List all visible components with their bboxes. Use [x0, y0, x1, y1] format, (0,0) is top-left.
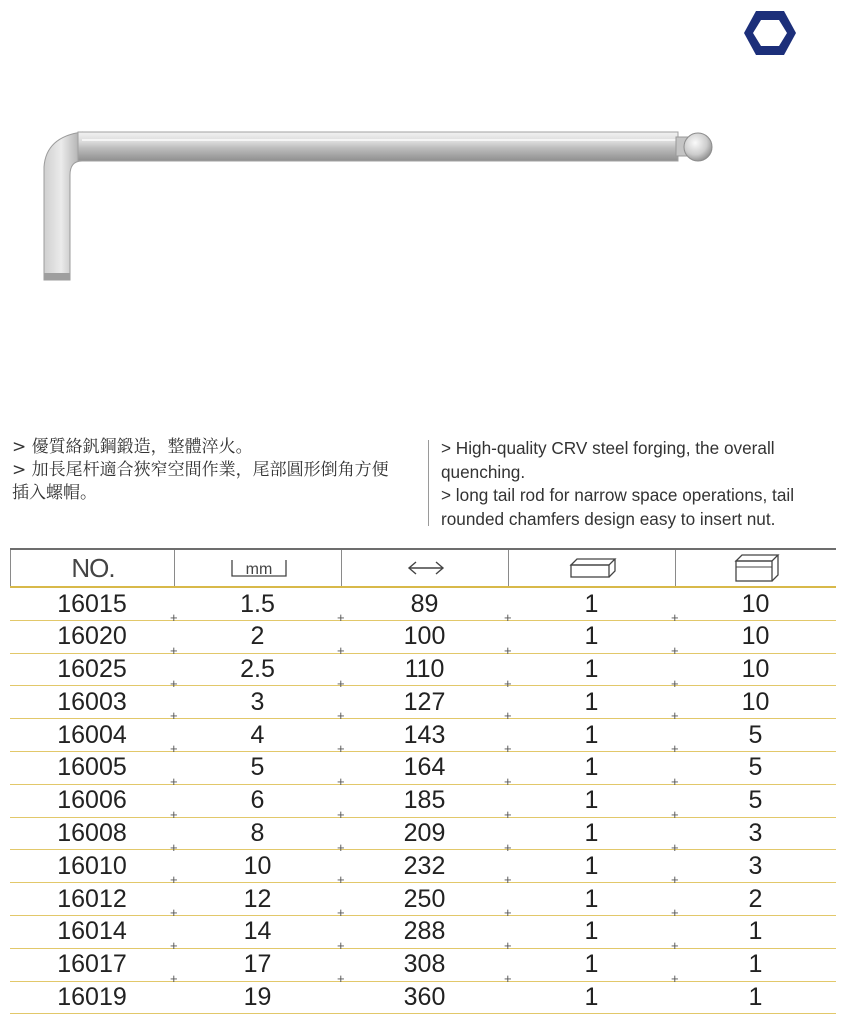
cell-box-qty: 1	[748, 950, 763, 979]
grid-cross-mark: +	[170, 741, 178, 757]
grid-cross-mark: +	[504, 806, 512, 822]
box-icon	[734, 553, 780, 583]
table-row	[10, 785, 836, 822]
cell-piece-qty: 1	[584, 622, 599, 651]
svg-text:mm: mm	[245, 561, 272, 578]
grid-cross-mark: +	[671, 610, 679, 625]
table-row	[10, 686, 836, 724]
grid-cross-mark: +	[170, 839, 178, 855]
grid-cross-mark: +	[170, 806, 178, 822]
cell-length: 232	[403, 851, 446, 880]
cell-box-qty: 10	[741, 655, 770, 684]
table-row	[10, 621, 836, 658]
grid-cross-mark: +	[337, 872, 345, 888]
header-length	[341, 550, 509, 586]
table-row	[10, 883, 836, 921]
header-box	[675, 550, 837, 586]
grid-cross-mark: +	[504, 970, 512, 986]
cell-box-qty: 5	[748, 753, 763, 782]
description-divider	[428, 440, 429, 526]
cell-size-mm: 12	[243, 884, 272, 913]
cell-size-mm: 14	[243, 917, 272, 946]
cell-length: 110	[404, 655, 445, 684]
grid-cross-mark: +	[504, 773, 512, 789]
grid-cross-mark: +	[170, 937, 178, 953]
grid-cross-mark: +	[170, 675, 178, 691]
cell-size-mm: 17	[243, 950, 272, 979]
cell-box-qty: 5	[748, 786, 763, 815]
table-row	[10, 654, 836, 691]
grid-cross-mark: +	[170, 708, 178, 724]
description-line: 插入螺帽。	[12, 483, 97, 503]
grid-cross-mark: +	[170, 970, 178, 986]
cell-piece-qty: 1	[584, 819, 599, 848]
grid-cross-mark: +	[337, 806, 345, 822]
table-row	[10, 982, 836, 1015]
cell-box-qty: 1	[748, 983, 763, 1012]
cell-piece-qty: 1	[584, 917, 599, 946]
table-row	[10, 850, 836, 888]
cell-box-qty: 5	[748, 720, 763, 749]
cell-piece-qty: 1	[584, 950, 599, 979]
cell-no: 16025	[57, 655, 127, 684]
grid-cross-mark: +	[337, 642, 345, 658]
header-size	[174, 550, 342, 586]
cell-box-qty: 2	[748, 884, 763, 913]
grid-cross-mark: +	[337, 905, 345, 921]
cell-size-mm: 2	[250, 622, 265, 651]
cell-size-mm: 2.5	[240, 655, 275, 684]
cell-size-mm: 3	[250, 687, 265, 716]
cell-no: 16008	[57, 819, 127, 848]
cell-no: 16017	[57, 950, 127, 979]
grid-cross-mark: +	[504, 839, 512, 855]
cell-length: 250	[403, 884, 446, 913]
table-row	[10, 818, 836, 855]
cell-length: 209	[403, 819, 446, 848]
cell-box-qty: 3	[748, 851, 763, 880]
cell-box-qty: 1	[748, 917, 763, 946]
description-english	[441, 437, 836, 531]
grid-cross-mark: +	[337, 675, 345, 691]
cell-size-mm: 8	[250, 819, 265, 848]
cell-piece-qty: 1	[584, 786, 599, 815]
cell-no: 16004	[57, 720, 127, 749]
cell-size-mm: 5	[250, 753, 265, 782]
cell-no: 16010	[57, 851, 127, 880]
cell-length: 288	[403, 917, 446, 946]
cell-piece-qty: 1	[584, 687, 599, 716]
grid-cross-mark: +	[671, 741, 679, 757]
hex-key-wrench-image	[30, 115, 730, 295]
cell-no: 16005	[57, 753, 127, 782]
grid-cross-mark: +	[337, 741, 345, 757]
cell-box-qty: 10	[741, 589, 770, 618]
header-no	[10, 550, 175, 586]
grid-cross-mark: +	[337, 937, 345, 953]
cell-length: 308	[403, 950, 446, 979]
description-line: quenching.	[441, 461, 526, 482]
cell-size-mm: 6	[250, 786, 265, 815]
cell-no: 16012	[57, 884, 127, 913]
single-bar-icon	[569, 557, 617, 579]
grid-cross-mark: +	[337, 708, 345, 724]
cell-length: 127	[403, 687, 446, 716]
grid-cross-mark: +	[337, 610, 345, 625]
cell-piece-qty: 1	[584, 589, 599, 618]
grid-cross-mark: +	[170, 642, 178, 658]
cell-length: 143	[403, 720, 446, 749]
grid-cross-mark: +	[170, 610, 178, 625]
table-row	[10, 719, 836, 757]
table-body	[10, 588, 836, 1014]
grid-cross-mark: +	[337, 773, 345, 789]
description-line: > 加長尾杆適合狹窄空間作業，尾部圓形倒角方便	[12, 460, 389, 480]
cell-size-mm: 19	[243, 983, 272, 1012]
grid-cross-mark: +	[671, 675, 679, 691]
header-no-label: NO.	[71, 552, 115, 583]
cell-piece-qty: 1	[584, 720, 599, 749]
cell-no: 16006	[57, 786, 127, 815]
table-header	[10, 548, 836, 588]
grid-cross-mark: +	[504, 708, 512, 724]
grid-cross-mark: +	[504, 642, 512, 658]
grid-cross-mark: +	[671, 839, 679, 855]
cell-size-mm: 4	[250, 720, 265, 749]
cell-length: 360	[403, 983, 446, 1012]
description-chinese	[12, 436, 417, 505]
cell-box-qty: 10	[741, 687, 770, 716]
hex-socket-icon	[742, 8, 798, 58]
cell-piece-qty: 1	[584, 884, 599, 913]
cell-piece-qty: 1	[584, 655, 599, 684]
description-line: > 優質絡釩鋼鍛造，整體淬火。	[12, 437, 253, 457]
cell-size-mm: 1.5	[240, 589, 275, 618]
cell-length: 89	[410, 589, 439, 618]
grid-cross-mark: +	[671, 642, 679, 658]
description-line: > High-quality CRV steel forging, the overall	[441, 438, 775, 458]
cell-no: 16014	[57, 917, 127, 946]
grid-cross-mark: +	[504, 905, 512, 921]
cell-piece-qty: 1	[584, 851, 599, 880]
grid-cross-mark: +	[671, 806, 679, 822]
cell-piece-qty: 1	[584, 983, 599, 1012]
cell-piece-qty: 1	[584, 753, 599, 782]
grid-cross-mark: +	[671, 872, 679, 888]
cell-length: 100	[403, 622, 446, 651]
cell-length: 185	[403, 786, 446, 815]
grid-cross-mark: +	[504, 872, 512, 888]
description-line: > long tail rod for narrow space operations, tail	[441, 485, 795, 505]
grid-cross-mark: +	[504, 675, 512, 691]
cell-no: 16015	[57, 589, 127, 618]
cell-length: 164	[403, 753, 446, 782]
grid-cross-mark: +	[671, 905, 679, 921]
grid-cross-mark: +	[170, 773, 178, 789]
cell-no: 16020	[57, 622, 127, 651]
grid-cross-mark: +	[671, 773, 679, 789]
grid-cross-mark: +	[170, 872, 178, 888]
table-row	[10, 588, 836, 625]
grid-cross-mark: +	[671, 937, 679, 953]
table-row	[10, 949, 836, 986]
grid-cross-mark: +	[504, 610, 512, 625]
table-row	[10, 752, 836, 789]
grid-cross-mark: +	[170, 905, 178, 921]
cell-no: 16003	[57, 687, 127, 716]
cell-box-qty: 3	[748, 819, 763, 848]
header-piece	[508, 550, 676, 586]
cell-no: 16019	[57, 983, 127, 1012]
millimeter-ruler-icon	[230, 558, 288, 578]
grid-cross-mark: +	[504, 937, 512, 953]
grid-cross-mark: +	[337, 970, 345, 986]
grid-cross-mark: +	[671, 708, 679, 724]
grid-cross-mark: +	[337, 839, 345, 855]
cell-size-mm: 10	[243, 851, 272, 880]
spec-table	[10, 548, 836, 1014]
grid-cross-mark: +	[504, 741, 512, 757]
double-arrow-icon	[406, 560, 446, 576]
grid-cross-mark: +	[671, 970, 679, 986]
cell-box-qty: 10	[741, 622, 770, 651]
table-row	[10, 916, 836, 953]
description-line: rounded chamfers design easy to insert nut.	[441, 508, 776, 529]
